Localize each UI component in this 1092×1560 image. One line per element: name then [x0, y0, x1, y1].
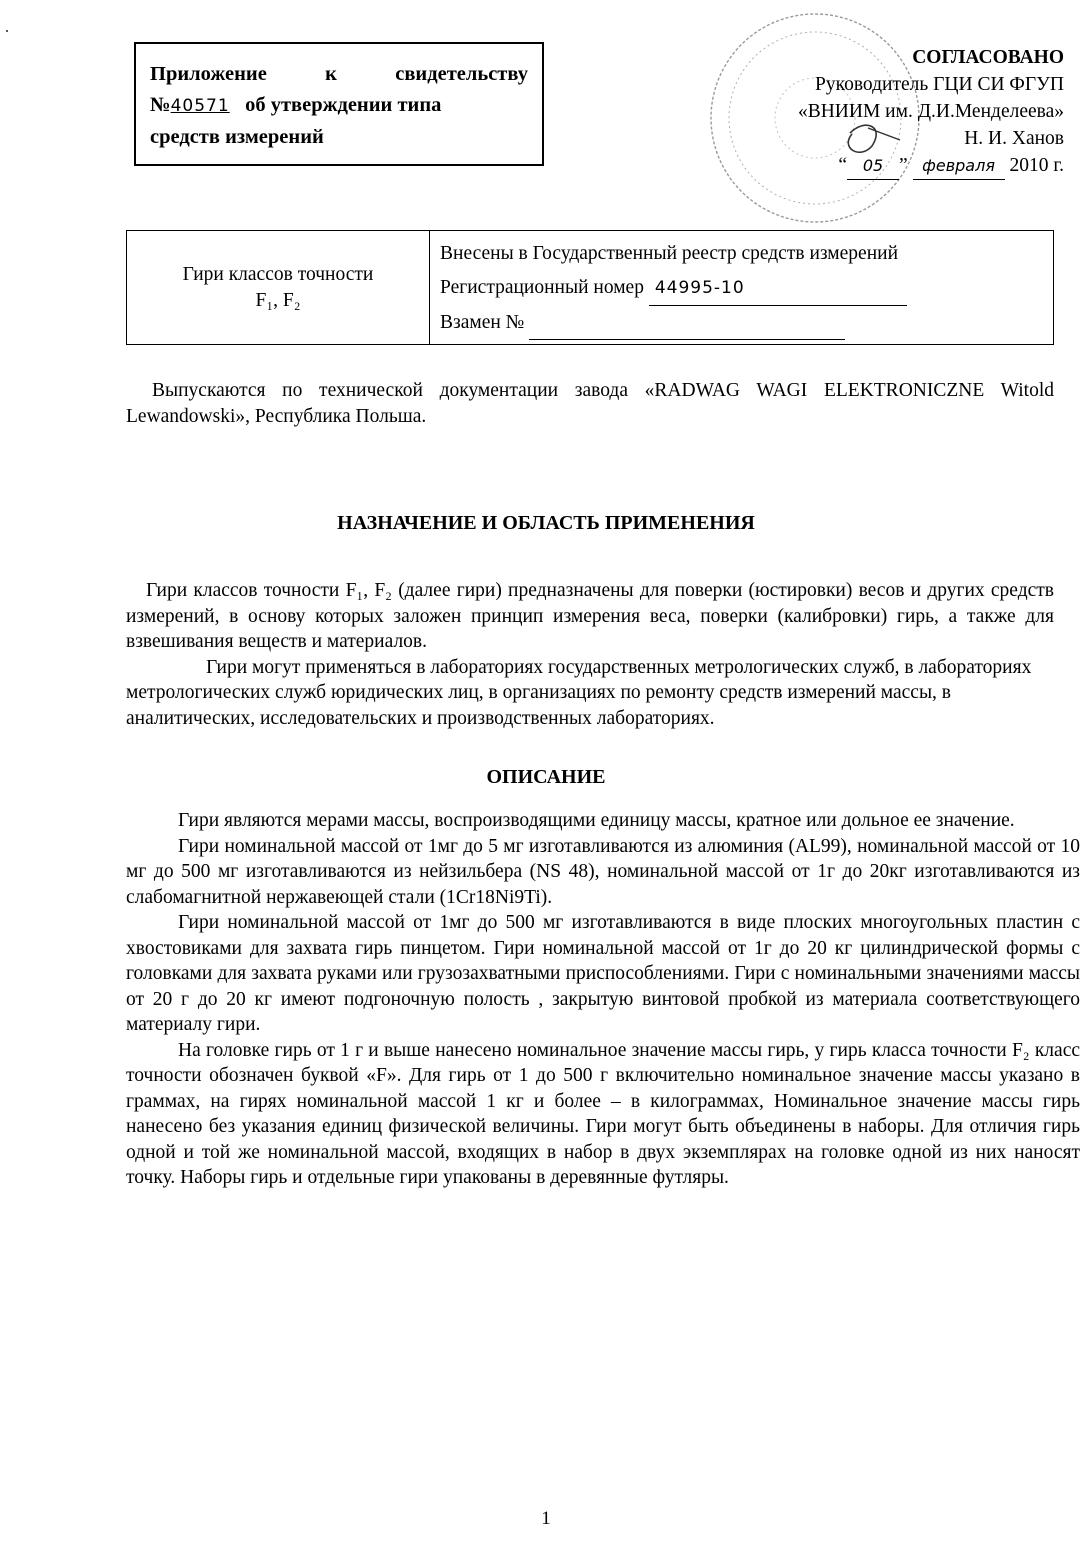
attachment-number-prefix: № — [150, 94, 171, 116]
description-paragraph-2: Гири номинальной массой от 1мг до 5 мг изготавливаются из алюминия (AL99), номинальной массой от 10 мг до 500 мг изготавливаются из нейзильбера (NS 48), номинальной массой от 1г до 20кг изготавливаются из слабомагнитной нержавеющей стали (1Cr18Ni9Ti). — [126, 835, 1080, 908]
registry-replaces-label: Взамен № — [440, 312, 525, 333]
approval-date-day: 05 — [847, 152, 899, 180]
approval-title: СОГЛАСОВАНО — [912, 47, 1064, 68]
section-heading-description: ОПИСАНИЕ — [486, 766, 606, 788]
issued-paragraph: Выпускаются по технической документации завода «RADWAG WAGI ELEKTRONICZNE Witold Lewandowski», Республика Польша. — [126, 380, 1054, 427]
registry-table — [126, 230, 1054, 345]
section-purpose-body — [126, 578, 1054, 731]
approval-date: “ 05 ” февраля 2010 г. — [838, 152, 1064, 180]
product-name-cell — [127, 231, 430, 345]
registry-replaces-row — [440, 306, 1043, 340]
attachment-number-handwritten: 40571 — [170, 96, 230, 116]
registry-number-label: Регистрационный номер — [440, 277, 644, 298]
attachment-line2-suffix: об утверждении типа — [245, 94, 442, 116]
approval-line1: Руководитель ГЦИ СИ ФГУП — [815, 74, 1064, 95]
page-number: 1 — [541, 1508, 551, 1529]
description-paragraph-4: На головке гирь от 1 г и выше нанесено номинальное значение массы гирь, у гирь класса точности F₂ класс точности обозначен буквой «F». Для гирь от 1 до 500 г включительно номинальное значение массы указано в граммах, на гирях номинальной массой 1 кг и более – в килограммах, Номинальное значение массы гирь нанесено без указания единиц физической величины. Гири могут быть объединены в наборы. Для отличия гирь одной и той же номинальной массой, входящих в набор в двух экземплярах на головке одной из них наносят точку. Наборы гирь и отдельные гири упакованы в деревянные футляры. — [126, 1039, 1080, 1188]
registry-replaces-blank — [529, 317, 845, 340]
approval-date-month: февраля — [913, 152, 1005, 180]
section-description-body — [126, 808, 1080, 1191]
approval-block — [704, 44, 1064, 180]
attachment-line3: средств измерений — [150, 126, 324, 148]
section-heading-purpose: НАЗНАЧЕНИЕ И ОБЛАСТЬ ПРИМЕНЕНИЯ — [337, 512, 755, 534]
scan-speck — [6, 30, 8, 32]
registry-entered-text: Внесены в Государственный реестр средств измерений — [440, 243, 899, 264]
attachment-box — [134, 42, 544, 166]
approval-date-year: 2010 г. — [1009, 155, 1064, 176]
product-name-line2: F₁, F₂ — [255, 289, 301, 311]
registry-number-value: 44995-10 — [649, 271, 907, 306]
purpose-paragraph-1: Гири классов точности F₁, F₂ (далее гири) предназначены для поверки (юстировки) весов и других средств измерений, в основу которых заложен принцип измерения веса, поверки (калибровки) гирь, а также для взвешивания веществ и материалов. — [126, 580, 1054, 652]
product-name-line1: Гири классов точности — [182, 263, 374, 285]
purpose-paragraph-2: Гири могут применяться в лабораториях государственных метрологических служб, в лабораториях метрологических служб юридических лиц, в организациях по ремонту средств измерений массы, в аналитических, исследовательских и производственных лабораториях. — [126, 656, 1032, 729]
attachment-line2 — [150, 90, 528, 122]
description-paragraph-1: Гири являются мерами массы, воспроизводящими единицу массы, кратное или дольное ее значение. — [178, 810, 1015, 831]
registry-number-row — [440, 271, 1043, 306]
description-paragraph-3: Гири номинальной массой от 1мг до 500 мг изготавливаются в виде плоских многоугольных пластин с хвостовиками для захвата гирь пинцетом. Гири номинальной массой от 1г до 20 кг цилиндрической формы с головками для захвата руками или грузозахватными приспособлениями. Гири с номинальными значениями массы от 20 г до 20 кг имеют подгоночную полость , закрытую винтовой пробкой из материала соответствующего материалу гири. — [126, 912, 1080, 1035]
approval-line2: «ВНИИМ им. Д.И.Менделеева» — [797, 101, 1064, 122]
attachment-line1: Приложение к свидетельству — [150, 63, 528, 85]
approval-signer: Н. И. Ханов — [964, 128, 1064, 149]
registry-info-cell — [430, 231, 1054, 345]
